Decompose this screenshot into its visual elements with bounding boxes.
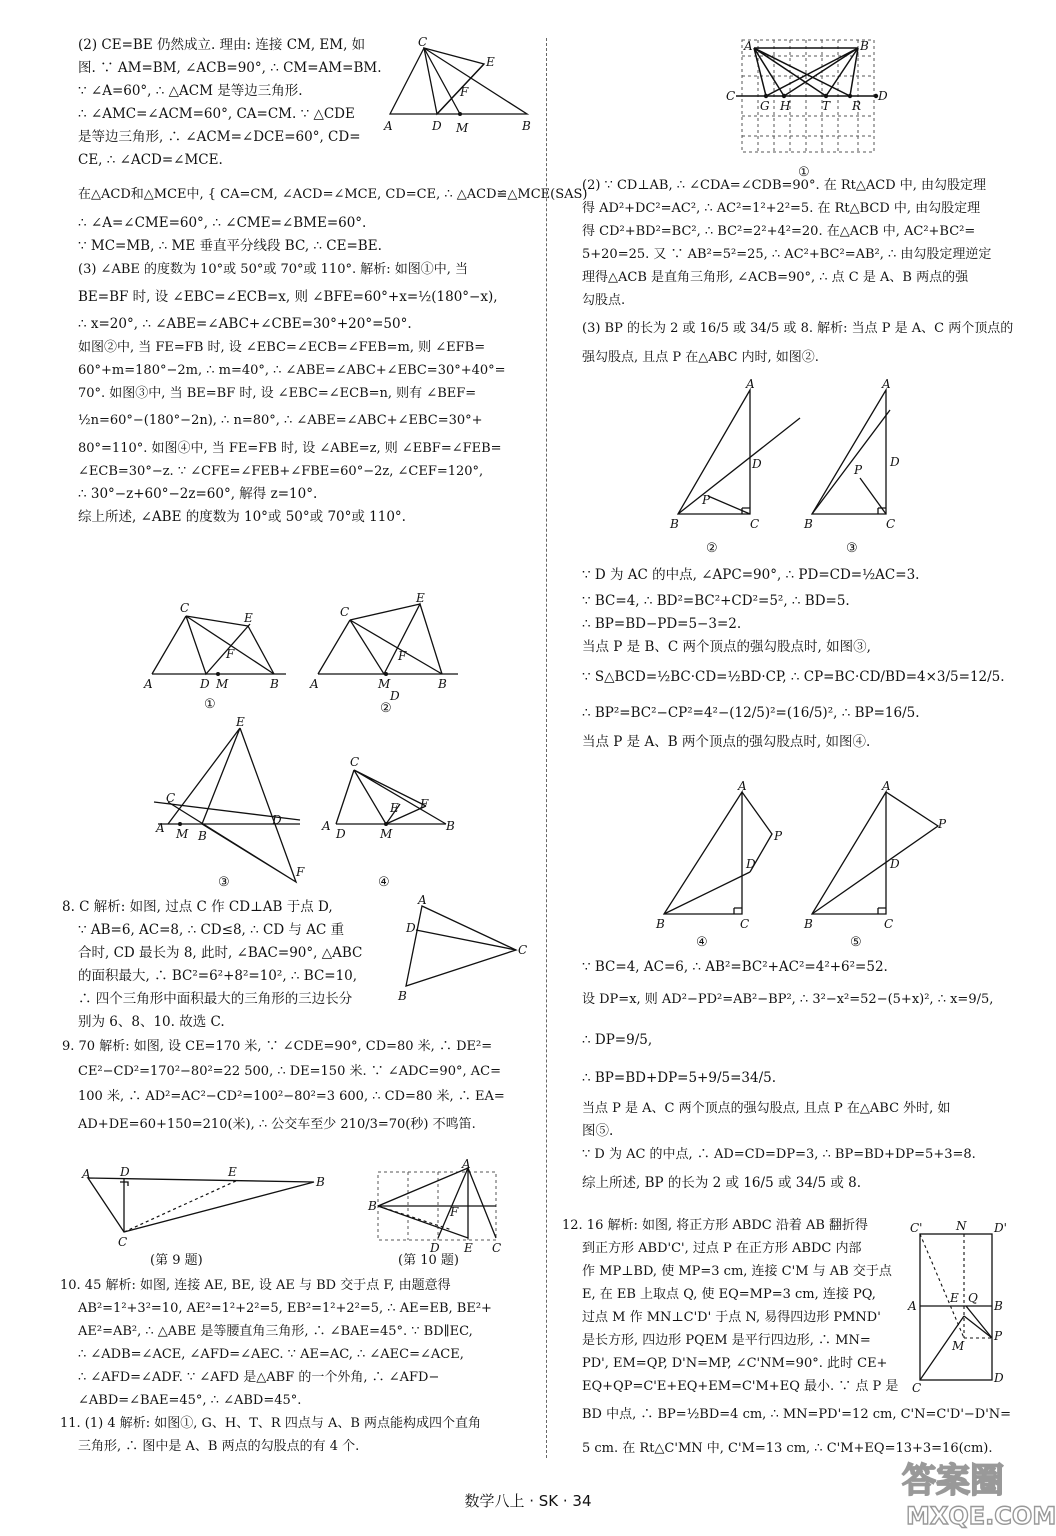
svg-text:A: A (322, 819, 331, 833)
svg-text:D: D (752, 457, 762, 471)
text-line: 12. 16 解析: 如图, 将正方形 ABDC 沿着 AB 翻折得 (562, 1218, 869, 1233)
svg-text:B: B (198, 829, 207, 843)
caption: ② (706, 541, 718, 556)
svg-text:D: D (406, 921, 416, 935)
text-line: 100 米, ∴ AD²=AC²−CD²=100²−80²=3 600, ∴ CD=80 米, ∴ EA= (78, 1089, 505, 1104)
text-line: ∴ 四个三角形中面积最大的三角形的三边长分 (78, 991, 353, 1007)
right-para-2 (582, 560, 1032, 754)
text-line: ∴ 30°−z+60°−2z=60°, 解得 z=10°. (78, 486, 318, 502)
svg-text:F: F (226, 647, 235, 661)
text-line: 得 AD²+DC²=AC², ∴ AC²=1²+2²=5. 在 Rt△BCD 中, 由勾股定理 (582, 201, 981, 216)
svg-text:E: E (244, 611, 253, 625)
svg-text:F: F (460, 85, 469, 99)
svg-text:B: B (656, 917, 665, 931)
svg-text:C: C (118, 1235, 128, 1249)
figure-q11-1 (726, 36, 886, 180)
text-line: AE²=AB², ∴ △ABE 是等腰直角三角形, ∴ ∠BAE=45°. ∵ BD∥EC, (78, 1324, 473, 1339)
svg-text:M: M (456, 121, 469, 135)
column-divider (546, 38, 547, 1458)
text-line: ∠ECB=30°−z. ∵ ∠CFE=∠FEB+∠FBE=60°−2z, ∠CEF=120°, (78, 464, 484, 479)
svg-text:D: D (336, 827, 346, 841)
text-line: 11. (1) 4 解析: 如图①, G、H、T、R 四点与 A、B 两点能构成四个直角 (60, 1416, 482, 1431)
svg-text:H: H (780, 99, 791, 113)
svg-text:D: D (430, 1241, 440, 1255)
svg-text:C: C (340, 605, 350, 619)
text-line: EQ+QP=C'E+EQ+EM=C'M+EQ 最小. ∵ 点 P 是 (582, 1379, 899, 1394)
svg-text:D: D (878, 89, 888, 103)
caption: (第 10 题) (398, 1253, 459, 1268)
text-line: 当点 P 是 A、B 两个顶点的强勾股点时, 如图④. (582, 734, 871, 750)
svg-text:E: E (228, 1165, 237, 1179)
svg-text:P: P (854, 463, 863, 477)
svg-text:F: F (420, 797, 429, 811)
text-line: BE=BF 时, 设 ∠EBC=∠ECB=x, 则 ∠BFE=60°+x=½(180°−x), (78, 289, 498, 305)
text-line: (3) ∠ABE 的度数为 10°或 50°或 70°或 110°. 解析: 如图①中, 当 (78, 262, 469, 277)
figure-q7-2 (382, 36, 542, 136)
watermark-url: MXQE.COM (906, 1502, 1056, 1530)
svg-text:C: C (750, 517, 760, 531)
text-line: 到正方形 ABD'C', 过点 P 在正方形 ABDC 内部 (582, 1241, 862, 1256)
q10-q11-text (60, 1274, 540, 1458)
svg-text:D: D (120, 1165, 130, 1179)
text-line: ∵ ∠A=60°, ∴ △ACM 是等边三角形. (78, 83, 303, 99)
text-line: 设 DP=x, 则 AD²−PD²=AB²−BP², ∴ 3²−x²=52−(5+x)², ∴ x=9/5, (582, 992, 994, 1007)
svg-text:E: E (950, 1291, 959, 1305)
svg-text:F: F (296, 865, 305, 879)
text-line: AD+DE=60+150=210(米), ∴ 公交车至少 210/3=70(秒) 不鸣笛. (78, 1117, 476, 1132)
svg-text:E: E (416, 591, 425, 605)
svg-text:A: A (746, 377, 755, 391)
svg-text:B: B (446, 819, 455, 833)
svg-text:E: E (464, 1241, 473, 1255)
figure-q7-3-b (150, 715, 460, 890)
svg-text:N: N (956, 1219, 967, 1233)
text-line: 当点 P 是 B、C 两个顶点的强勾股点时, 如图③, (582, 639, 871, 655)
figure-q11-2-3 (660, 377, 910, 558)
svg-text:B: B (522, 119, 531, 133)
caption: ④ (378, 875, 390, 890)
text-line: 5 cm. 在 Rt△C'MN 中, C'M=13 cm, ∴ C'M+EQ=13+3=16(cm). (582, 1441, 993, 1456)
svg-text:B: B (804, 517, 813, 531)
svg-text:D': D' (994, 1221, 1007, 1235)
caption: ④ (696, 935, 708, 950)
figure-q11-4-5 (650, 779, 960, 952)
svg-text:C: C (166, 791, 176, 805)
text-line: 理得△ACB 是直角三角形, ∠ACB=90°, ∴ 点 C 是 A、B 两点的强 (582, 270, 969, 285)
text-line: CE, ∴ ∠ACD=∠MCE. (78, 152, 223, 168)
svg-text:M: M (952, 1339, 965, 1353)
text-line: 8. C 解析: 如图, 过点 C 作 CD⊥AB 于点 D, (62, 899, 333, 915)
text-line: ½n=60°−(180°−2n), ∴ n=80°, ∴ ∠ABE=∠ABC+∠EBC=30°+ (78, 413, 483, 428)
text-line: ∴ ∠A=∠CME=60°, ∴ ∠CME=∠BME=60°. (78, 215, 367, 231)
svg-text:P: P (702, 493, 711, 507)
svg-text:A: A (908, 1299, 917, 1313)
svg-text:A: A (462, 1157, 471, 1171)
svg-text:C: C (726, 89, 736, 103)
text-line: 10. 45 解析: 如图, 连接 AE, BE, 设 AE 与 BD 交于点 F, 由题意得 (60, 1278, 451, 1293)
text-line: PD', EM=QP, D'N=MP, ∠C'NM=90°. 此时 CE+ (582, 1356, 888, 1371)
svg-text:B: B (438, 677, 447, 691)
figure-q12 (904, 1220, 1014, 1396)
svg-text:D: D (746, 857, 756, 871)
svg-text:C: C (884, 917, 894, 931)
text-line: 60°+m=180°−2m, ∴ m=40°, ∴ ∠ABE=∠ABC+∠EBC=30°+40°= (78, 363, 506, 378)
text-line: ∴ DP=9/5, (582, 1032, 653, 1048)
svg-text:Q: Q (968, 1291, 978, 1305)
svg-text:B: B (368, 1199, 377, 1213)
svg-text:C: C (912, 1381, 922, 1395)
svg-text:C: C (418, 35, 428, 49)
text-line: (2) ∵ CD⊥AB, ∴ ∠CDA=∠CDB=90°. 在 Rt△ACD 中, 由勾股定理 (582, 178, 987, 193)
text-line: 图. ∵ AM=BM, ∠ACB=90°, ∴ CM=AM=BM. (78, 60, 382, 76)
text-line: (2) CE=BE 仍然成立. 理由: 连接 CM, EM, 如 (78, 37, 366, 53)
text-line: 综上所述, BP 的长为 2 或 16/5 或 34/5 或 8. (582, 1175, 862, 1191)
svg-text:C: C (350, 755, 360, 769)
svg-text:B: B (804, 917, 813, 931)
caption: ① (204, 697, 216, 712)
text-line: 70°. 如图③中, 当 BE=BF 时, 设 ∠EBC=∠ECB=n, 则有 ∠BEF= (78, 386, 477, 401)
caption: ① (798, 165, 810, 180)
text-line: 三角形, ∴ 图中是 A、B 两点的勾股点的有 4 个. (78, 1439, 360, 1454)
q8-q9-text (62, 896, 505, 1141)
text-line: ∵ AB=6, AC=8, ∴ CD≤8, ∴ CD 与 AC 重 (78, 922, 345, 938)
svg-text:C: C (518, 943, 528, 957)
text-line: 在△ACD和△MCE中, { CA=CM, ∠ACD=∠MCE, CD=CE, ∴ △ACD≌△MCE(SAS) (78, 187, 588, 202)
svg-text:C: C (180, 601, 190, 615)
right-para-3 (582, 956, 1032, 1200)
caption: ③ (846, 541, 858, 556)
svg-text:A: A (882, 779, 891, 793)
svg-text:A: A (82, 1167, 91, 1181)
text-line: ∵ D 为 AC 的中点, ∠APC=90°, ∴ PD=CD=½AC=3. (582, 567, 920, 583)
text-line: 综上所述, ∠ABE 的度数为 10°或 50°或 70°或 110°. (78, 509, 406, 525)
text-line: ∵ BC=4, AC=6, ∴ AB²=BC²+AC²=4²+6²=52. (582, 959, 888, 975)
svg-text:C: C (740, 917, 750, 931)
text-line: ∴ x=20°, ∴ ∠ABE=∠ABC+∠CBE=30°+20°=50°. (78, 316, 412, 332)
text-line: 作 MP⊥BD, 使 MP=3 cm, 连接 C'M 与 AB 交于点 (582, 1264, 892, 1279)
text-line: 如图②中, 当 FE=FB 时, 设 ∠EBC=∠ECB=∠FEB=m, 则 ∠EFB= (78, 340, 486, 355)
svg-text:F: F (398, 649, 407, 663)
svg-text:P: P (994, 1329, 1003, 1343)
svg-text:A: A (738, 779, 747, 793)
text-line: ∠ABD=∠BAE=45°, ∴ ∠ABD=45°. (78, 1393, 302, 1408)
svg-text:A: A (384, 119, 393, 133)
text-line: 得 CD²+BD²=BC², ∴ BC²=2²+4²=20. 在△ACB 中, AC²+BC²= (582, 224, 976, 239)
svg-text:C': C' (910, 1221, 923, 1235)
svg-text:M: M (216, 677, 229, 691)
text-line: 5+20=25. 又 ∵ AB²=5²=25, ∴ AC²+BC²=AB², ∴ 由勾股定理逆定 (582, 247, 992, 262)
svg-text:A: A (310, 677, 319, 691)
text-line: 强勾股点, 且点 P 在△ABC 内时, 如图②. (582, 350, 819, 365)
svg-text:T: T (822, 99, 831, 113)
caption: ③ (218, 875, 230, 890)
svg-text:D: D (994, 1371, 1004, 1385)
watermark-text: 答案圈 (902, 1461, 1004, 1501)
text-line: AB²=1²+3²=10, AE²=1²+2²=5, EB²=1²+2²=5, ∴ AE=EB, BE²+ (78, 1301, 492, 1316)
svg-text:B: B (670, 517, 679, 531)
text-line: 9. 70 解析: 如图, 设 CE=170 米, ∵ ∠CDE=90°, CD=80 米, ∴ DE²= (62, 1039, 493, 1054)
text-line: 80°=110°. 如图④中, 当 FE=FB 时, 设 ∠ABE=z, 则 ∠EBF=∠FEB= (78, 441, 502, 456)
svg-text:E: E (390, 801, 399, 815)
svg-text:B: B (316, 1175, 325, 1189)
q12-text (562, 1214, 1012, 1466)
text-line: 过点 M 作 MN⊥C'D' 于点 N, 易得四边形 PMND' (582, 1310, 881, 1325)
svg-text:M: M (378, 677, 391, 691)
text-line: ∴ ∠AMC=∠ACM=60°, CA=CM. ∵ △CDE (78, 106, 355, 122)
svg-text:B: B (994, 1299, 1003, 1313)
svg-text:P: P (938, 817, 947, 831)
figure-q7-3-a (140, 591, 460, 732)
text-line: 勾股点. (582, 293, 626, 308)
caption: ⑤ (850, 935, 862, 950)
text-line: ∴ BP=BD−PD=5−3=2. (582, 616, 742, 632)
text-line: ∴ ∠ADB=∠ACE, ∠AFD=∠AEC. ∵ AE=AC, ∴ ∠AEC=∠ACE, (78, 1347, 464, 1362)
text-line: 别为 6、8、10. 故选 C. (78, 1014, 225, 1030)
right-para-1 (582, 174, 1032, 369)
caption: ② (380, 701, 392, 716)
text-line: ∴ BP²=BC²−CP²=4²−(12/5)²=(16/5)², ∴ BP=16/5. (582, 705, 920, 721)
text-line: ∵ BC=4, ∴ BD²=BC²+CD²=5², ∴ BD=5. (582, 593, 850, 609)
svg-text:A: A (418, 893, 427, 907)
svg-text:M: M (176, 827, 189, 841)
svg-text:D: D (390, 689, 400, 703)
text-line: BD 中点, ∴ BP=½BD=4 cm, ∴ MN=PD'=12 cm, C'N=C'D'−D'N= (582, 1407, 1012, 1422)
svg-text:M: M (380, 827, 393, 841)
svg-text:E: E (236, 715, 245, 729)
text-line: 图⑤. (582, 1123, 614, 1139)
text-line: 的面积最大, ∴ BC²=6²+8²=10², ∴ BC=10, (78, 968, 358, 984)
text-line: 合时, CD 最长为 8, 此时, ∠BAC=90°, △ABC (78, 945, 363, 961)
text-line: 是长方形, 四边形 PQEM 是平行四边形, ∴ MN= (582, 1333, 871, 1348)
figure-q8 (398, 894, 534, 1004)
svg-text:F: F (450, 1205, 459, 1219)
svg-text:B: B (398, 989, 407, 1003)
svg-text:D: D (890, 857, 900, 871)
svg-text:B: B (860, 39, 869, 53)
svg-text:R: R (852, 99, 862, 113)
text-line: ∴ BP=BD+DP=5+9/5=34/5. (582, 1070, 777, 1086)
left-para-1 (78, 34, 388, 172)
figure-q10 (366, 1157, 526, 1268)
svg-text:A: A (144, 677, 153, 691)
svg-text:C: C (492, 1241, 502, 1255)
text-line: ∵ MC=MB, ∴ ME 垂直平分线段 BC, ∴ CE=BE. (78, 238, 382, 254)
text-line: 当点 P 是 A、C 两个顶点的强勾股点, 且点 P 在△ABC 外时, 如 (582, 1101, 951, 1116)
text-line: ∵ D 为 AC 的中点, ∴ AD=CD=DP=3, ∴ BP=BD+DP=5+3=8. (582, 1147, 976, 1162)
svg-text:D: D (200, 677, 210, 691)
svg-text:D: D (432, 119, 442, 133)
svg-text:A: A (882, 377, 891, 391)
caption: (第 9 题) (150, 1253, 203, 1268)
text-line: (3) BP 的长为 2 或 16/5 或 34/5 或 8. 解析: 当点 P 是 A、C 两个顶点的 (582, 321, 1014, 336)
text-line: CE²−CD²=170²−80²=22 500, ∴ DE=150 米. ∵ ∠ADC=90°, AC= (78, 1064, 501, 1079)
svg-text:A: A (156, 821, 165, 835)
text-line: ∵ S△BCD=½BC·CD=½BD·CP, ∴ CP=BC·CD/BD=4×3/5=12/5. (582, 669, 1005, 685)
svg-text:D: D (890, 455, 900, 469)
text-line: ∴ ∠AFD=∠ADF. ∵ ∠AFD 是△ABF 的一个外角, ∴ ∠AFD− (78, 1370, 440, 1385)
text-line: 是等边三角形, ∴ ∠ACM=∠DCE=60°, CD= (78, 129, 361, 145)
svg-text:E: E (486, 55, 495, 69)
text-line: E, 在 EB 上取点 Q, 使 EQ=MP=3 cm, 连接 PQ, (582, 1287, 876, 1302)
page-footer: 数学八上 · SK · 34 (464, 1492, 592, 1510)
svg-text:D: D (272, 813, 282, 827)
svg-text:C: C (886, 517, 896, 531)
svg-text:G: G (760, 99, 770, 113)
svg-text:B: B (270, 677, 279, 691)
figure-q9 (80, 1166, 330, 1266)
svg-text:P: P (774, 829, 783, 843)
svg-text:A: A (744, 39, 753, 53)
